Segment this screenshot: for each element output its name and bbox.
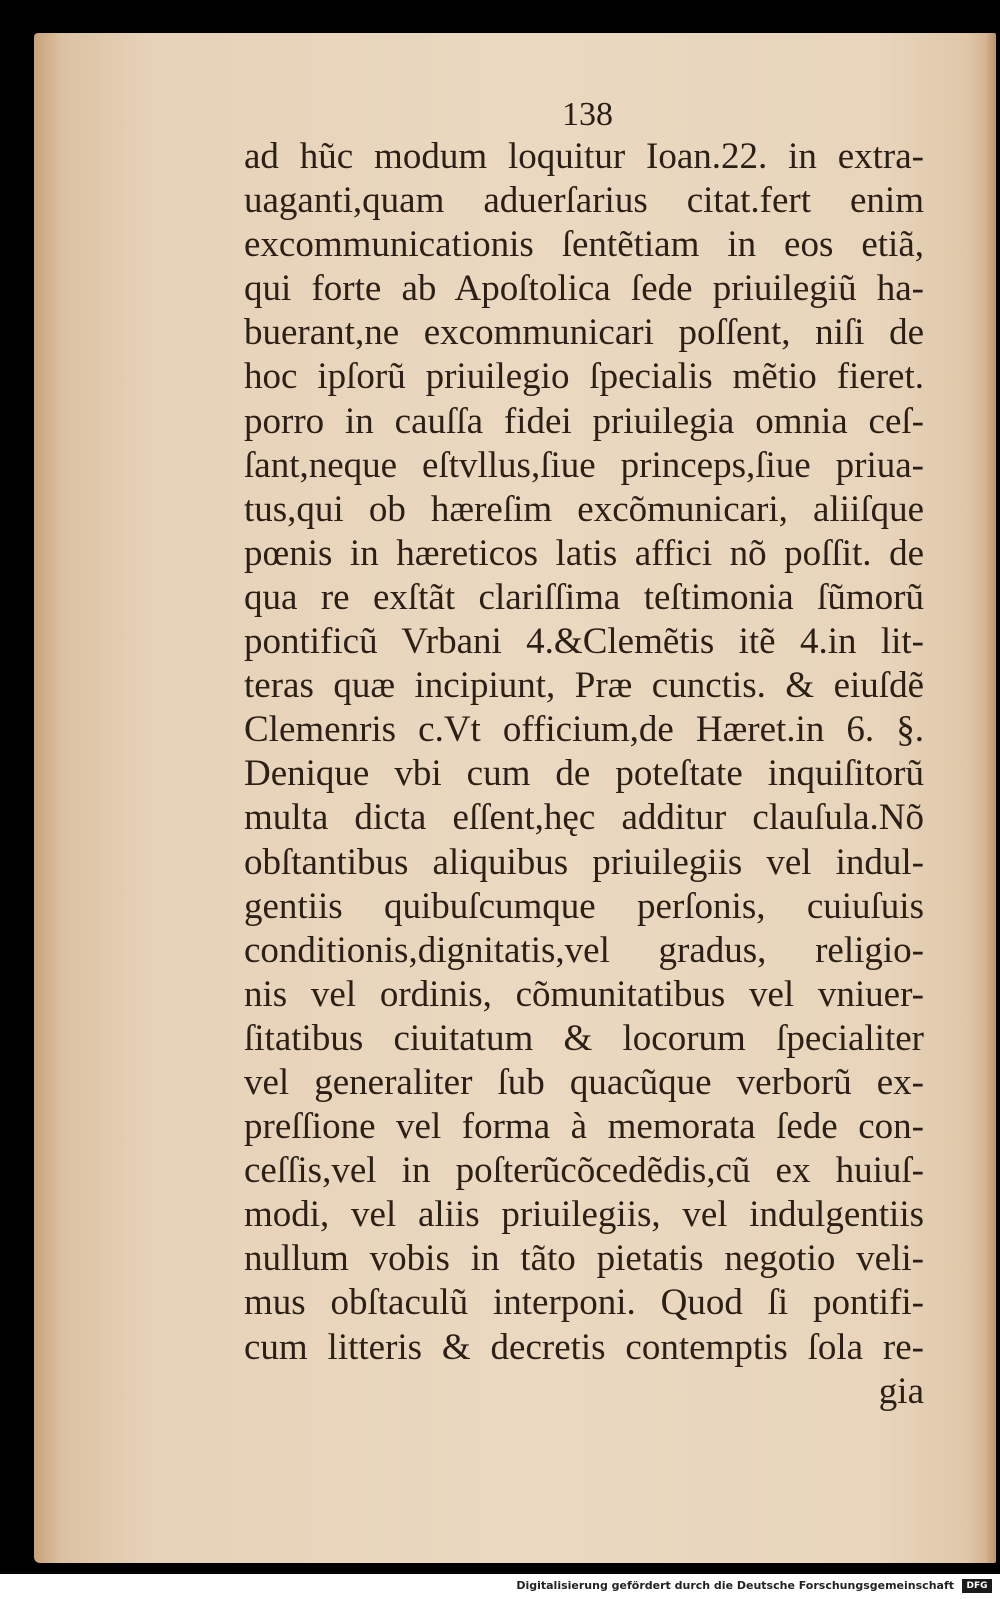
text-line: hoc ipſorũ priuilegio ſpecialis mẽtio fieret. <box>244 356 924 398</box>
page-text <box>244 135 924 1414</box>
text-line: Denique vbi cum de poteſtate inquiſitorũ <box>244 753 924 795</box>
text-line: ſitatibus ciuitatum & locorum ſpecialiter <box>244 1017 924 1059</box>
text-line: gentiis quibuſcumque perſonis, cuiuſuis <box>244 885 924 927</box>
text-line: conditionis,dignitatis,vel gradus, religio- <box>244 929 924 971</box>
text-line: nis vel ordinis, cõmunitatibus vel vniuer- <box>244 973 924 1015</box>
text-line: ſant,neque eſtvllus,ſiue princeps,ſiue priua- <box>244 444 924 486</box>
catchword: gia <box>878 1370 924 1412</box>
text-line: ceſſis,vel in poſterũcõcedẽdis,cũ ex huiuſ- <box>244 1150 924 1192</box>
funding-credit: Digitalisierung gefördert durch die Deutsche Forschungsgemeinschaft <box>516 1579 954 1592</box>
text-line: buerant,ne excommunicari poſſent, niſi de <box>244 312 924 354</box>
text-line: excommunicationis ſentẽtiam in eos etiã, <box>244 224 924 266</box>
text-line: tus,qui ob hæreſim excõmunicari, aliiſque <box>244 488 924 530</box>
text-line: pontificũ Vrbani 4.&Clemẽtis itẽ 4.in lit- <box>244 621 924 663</box>
text-line: obſtantibus aliquibus priuilegiis vel indul- <box>244 841 924 883</box>
text-line: mus obſtaculũ interponi. Quod ſi pontifi- <box>244 1282 924 1324</box>
text-line: ad hũc modum loquitur Ioan.22. in extra- <box>244 136 924 177</box>
text-line: teras quæ incipiunt, Præ cunctis. & eiuſdẽ <box>244 665 924 707</box>
text-line: uaganti,quam aduerſarius citat.fert enim <box>244 180 924 222</box>
dfg-logo: DFG <box>962 1579 992 1593</box>
text-line: qui forte ab Apoſtolica ſede priuilegiũ ha- <box>244 268 924 310</box>
text-line: Clemenris c.Vt officium,de Hæret.in 6. §. <box>244 709 924 751</box>
footer-bar <box>0 1574 1000 1599</box>
text-line: porro in cauſſa fidei priuilegia omnia ceſ- <box>244 400 924 442</box>
text-line: nullum vobis in tãto pietatis negotio veli- <box>244 1238 924 1280</box>
text-line: preſſione vel forma à memorata ſede con- <box>244 1106 924 1148</box>
text-line: vel generaliter ſub quacũque verborũ ex- <box>244 1061 924 1103</box>
text-line: multa dicta eſſent,hęc additur clauſula.Nõ <box>244 797 924 839</box>
text-line: pœnis in hæreticos latis affici nõ poſſit. de <box>244 532 924 574</box>
text-line: cum litteris & decretis contemptis ſola re- <box>244 1326 924 1368</box>
text-line: qua re exſtãt clariſſima teſtimonia ſũmorũ <box>244 576 924 618</box>
text-line: modi, vel aliis priuilegiis, vel indulgentiis <box>244 1194 924 1236</box>
page-number: 138 <box>562 96 613 133</box>
page-edge <box>986 33 996 1563</box>
